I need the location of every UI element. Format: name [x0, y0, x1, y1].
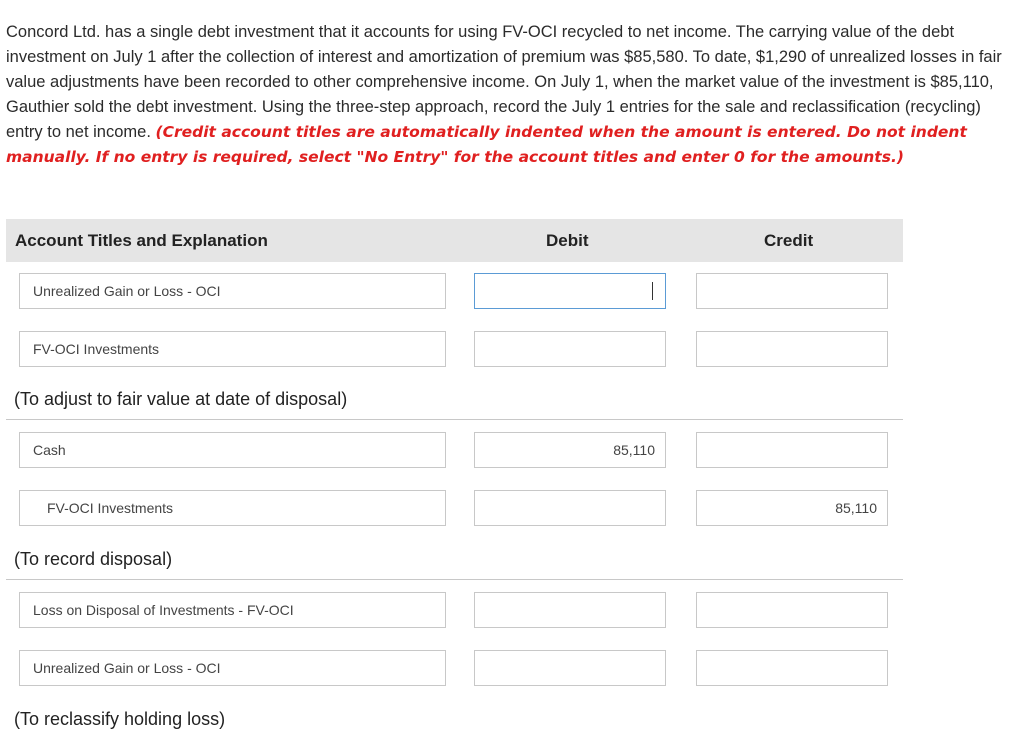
entry-explanation: (To adjust to fair value at date of disposal) [14, 389, 348, 409]
credit-input[interactable] [696, 432, 888, 468]
entry-divider [6, 579, 903, 580]
question-instructions: (Credit account titles are automatically indented when the amount is entered. Do not indent manually. If no entry is required, select "No Entry" for the account titles and enter 0 for the amounts.) [6, 123, 967, 166]
debit-header: Debit [546, 231, 589, 250]
account-titles-header: Account Titles and Explanation [15, 231, 268, 250]
entry-explanation: (To reclassify holding loss) [14, 709, 226, 729]
account-title-input[interactable]: FV-OCI Investments [19, 331, 446, 367]
debit-input[interactable] [474, 650, 666, 686]
question-text [6, 20, 1018, 170]
entry-explanation: (To record disposal) [14, 549, 173, 569]
debit-input[interactable] [474, 331, 666, 367]
credit-header: Credit [764, 231, 814, 250]
entry-divider [6, 419, 903, 420]
credit-input[interactable] [696, 331, 888, 367]
credit-input[interactable] [696, 273, 888, 309]
debit-input[interactable]: 85,110 [474, 432, 666, 468]
account-title-input[interactable]: Loss on Disposal of Investments - FV-OCI [19, 592, 446, 628]
debit-input[interactable] [474, 490, 666, 526]
credit-input[interactable]: 85,110 [696, 490, 888, 526]
debit-input[interactable] [474, 273, 666, 309]
account-title-input[interactable]: FV-OCI Investments [19, 490, 446, 526]
account-title-input[interactable]: Unrealized Gain or Loss - OCI [19, 650, 446, 686]
credit-input[interactable] [696, 592, 888, 628]
credit-input[interactable] [696, 650, 888, 686]
text-caret [652, 282, 653, 300]
table-header [6, 219, 903, 262]
account-title-input[interactable]: Unrealized Gain or Loss - OCI [19, 273, 446, 309]
account-title-input[interactable]: Cash [19, 432, 446, 468]
debit-input[interactable] [474, 592, 666, 628]
question-body: Concord Ltd. has a single debt investment that it accounts for using FV-OCI recycled to net income. The carrying value of the debt investment on July 1 after the collection of interest and amortization of premium was $85,580. To date, $1,290 of unrealized losses in fair value adjustments have been recorded to other comprehensive income. On July 1, when the market value of the investment is $85,110, Gauthier sold the debt investment. Using the three-step approach, record the July 1 entries for the sale and reclassification (recycling) entry to net income. [6, 23, 1002, 141]
